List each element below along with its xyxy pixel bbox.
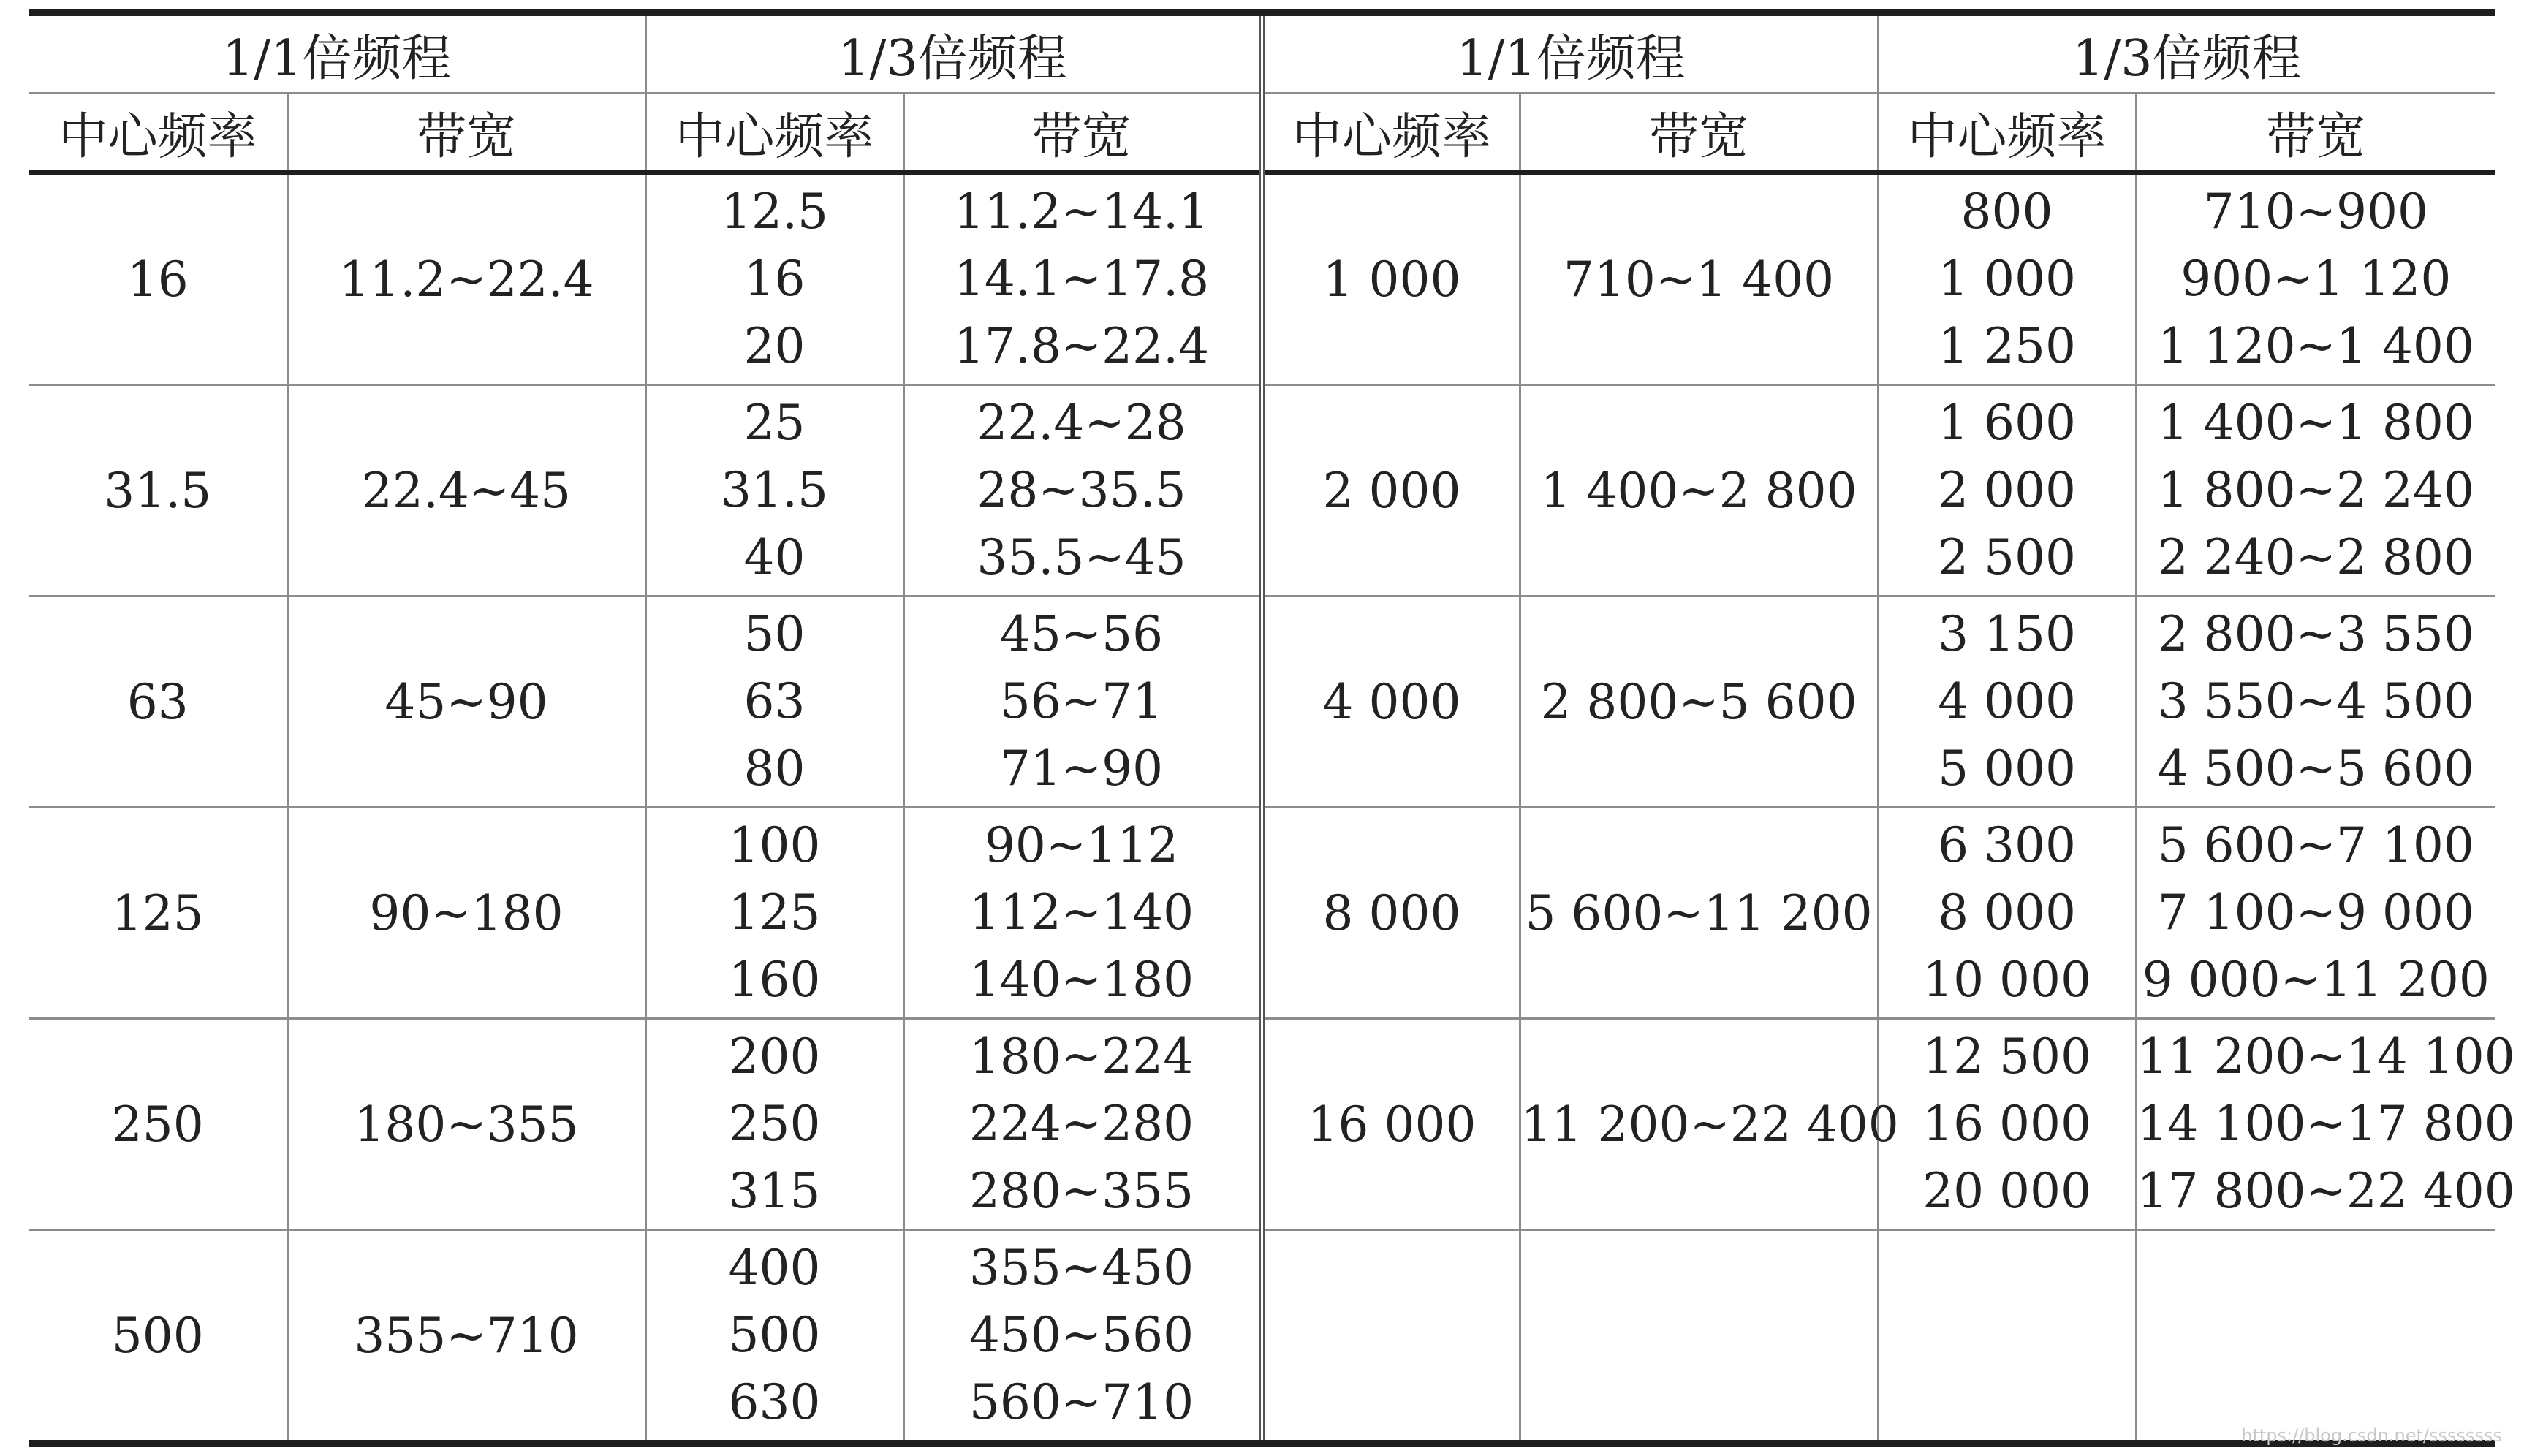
third-octave-center-value: 16	[743, 251, 806, 307]
third-octave-center-value: 3 150	[1938, 606, 2077, 662]
octave-center-cell: 63	[29, 596, 287, 808]
group-header-third-octave-right: 1/3倍频程	[1878, 12, 2495, 94]
third-octave-center-value: 1 250	[1938, 318, 2077, 374]
third-octave-center-value: 5 000	[1938, 740, 2077, 797]
third-octave-center-value: 6 300	[1938, 817, 2077, 873]
third-octave-center-value: 20 000	[1922, 1163, 2092, 1219]
third-octave-bandwidth-value: 17 800~22 400	[2137, 1163, 2515, 1219]
third-octave-bandwidth-cell	[2136, 1230, 2495, 1444]
octave-center-cell: 31.5	[29, 385, 287, 596]
octave-bandwidth-cell: 11.2~22.4	[287, 172, 645, 385]
column-header-bandwidth: 带宽	[287, 94, 645, 173]
third-octave-bandwidth-value: 710~900	[2203, 183, 2428, 240]
octave-center-cell: 2 000	[1262, 385, 1520, 596]
third-octave-center-value: 500	[728, 1307, 821, 1363]
octave-bandwidth-cell: 45~90	[287, 596, 645, 808]
column-header-row	[29, 94, 2495, 173]
octave-center-cell: 4 000	[1262, 596, 1520, 808]
third-octave-center-value: 2 000	[1938, 462, 2077, 518]
octave-center-cell	[1262, 1230, 1520, 1444]
third-octave-bandwidth-value: 14.1~17.8	[953, 251, 1210, 307]
third-octave-bandwidth-value: 355~450	[969, 1240, 1194, 1296]
octave-band-table	[29, 9, 2515, 1447]
column-header-center-frequency: 中心频率	[1878, 94, 2136, 173]
third-octave-bandwidth-cell	[903, 385, 1262, 596]
octave-center-cell: 16 000	[1262, 1019, 1520, 1230]
third-octave-bandwidth-value	[2137, 1302, 2495, 1369]
table-row	[29, 1019, 2495, 1230]
third-octave-center-value: 160	[728, 952, 821, 1008]
third-octave-bandwidth-value: 17.8~22.4	[953, 318, 1210, 374]
octave-center-cell: 1 000	[1262, 172, 1520, 385]
third-octave-center-cell	[1878, 385, 2136, 596]
third-octave-center-cell	[1878, 596, 2136, 808]
third-octave-center-value: 12.5	[721, 183, 828, 240]
third-octave-bandwidth-value: 28~35.5	[977, 462, 1186, 518]
octave-bandwidth-cell: 22.4~45	[287, 385, 645, 596]
third-octave-bandwidth-value: 9 000~11 200	[2142, 952, 2490, 1008]
third-octave-center-value: 200	[728, 1028, 821, 1085]
octave-center-cell: 250	[29, 1019, 287, 1230]
third-octave-center-value: 250	[728, 1096, 821, 1152]
third-octave-bandwidth-cell	[2136, 385, 2495, 596]
third-octave-bandwidth-value: 560~710	[969, 1374, 1194, 1430]
third-octave-bandwidth-value: 900~1 120	[2180, 251, 2452, 307]
group-header-third-octave-left: 1/3倍频程	[645, 12, 1262, 94]
third-octave-bandwidth-value: 90~112	[984, 817, 1179, 873]
third-octave-bandwidth-value: 22.4~28	[977, 395, 1186, 451]
octave-bandwidth-cell: 90~180	[287, 808, 645, 1019]
third-octave-center-cell	[645, 1230, 903, 1444]
third-octave-center-cell	[1878, 1019, 2136, 1230]
third-octave-bandwidth-value: 2 240~2 800	[2157, 529, 2474, 585]
third-octave-center-value	[1879, 1302, 2135, 1369]
third-octave-center-cell	[1878, 1230, 2136, 1444]
third-octave-center-cell	[645, 808, 903, 1019]
third-octave-center-value: 1 000	[1938, 251, 2077, 307]
third-octave-bandwidth-cell	[2136, 808, 2495, 1019]
third-octave-bandwidth-cell	[903, 808, 1262, 1019]
third-octave-center-cell	[645, 385, 903, 596]
third-octave-center-value: 16 000	[1922, 1096, 2092, 1152]
third-octave-bandwidth-value: 140~180	[969, 952, 1194, 1008]
octave-bandwidth-cell	[1520, 1230, 1878, 1444]
third-octave-bandwidth-cell	[903, 172, 1262, 385]
third-octave-bandwidth-value: 280~355	[969, 1163, 1194, 1219]
third-octave-center-value: 25	[743, 395, 806, 451]
third-octave-center-value: 100	[728, 817, 821, 873]
group-header-octave-right: 1/1倍频程	[1262, 12, 1878, 94]
column-header-bandwidth: 带宽	[1520, 94, 1878, 173]
third-octave-bandwidth-value: 1 120~1 400	[2157, 318, 2474, 374]
table-row	[29, 172, 2495, 385]
third-octave-center-value: 40	[743, 529, 806, 585]
third-octave-bandwidth-value: 11.2~14.1	[953, 183, 1210, 240]
third-octave-bandwidth-value: 11 200~14 100	[2137, 1028, 2515, 1085]
third-octave-center-value	[1879, 1369, 2135, 1436]
octave-bandwidth-cell: 355~710	[287, 1230, 645, 1444]
third-octave-center-value	[1879, 1235, 2135, 1302]
column-header-bandwidth: 带宽	[2136, 94, 2495, 173]
third-octave-bandwidth-cell	[903, 596, 1262, 808]
third-octave-bandwidth-value: 56~71	[999, 673, 1164, 729]
column-header-center-frequency: 中心频率	[645, 94, 903, 173]
third-octave-center-cell	[1878, 172, 2136, 385]
group-header-row	[29, 12, 2495, 94]
third-octave-bandwidth-value: 4 500~5 600	[2157, 740, 2474, 797]
third-octave-bandwidth-cell	[903, 1230, 1262, 1444]
third-octave-bandwidth-cell	[903, 1019, 1262, 1230]
group-header-octave-left: 1/1倍频程	[29, 12, 645, 94]
table-row	[29, 808, 2495, 1019]
table-row	[29, 1230, 2495, 1444]
octave-center-cell: 8 000	[1262, 808, 1520, 1019]
third-octave-bandwidth-cell	[2136, 596, 2495, 808]
third-octave-center-value: 800	[1960, 183, 2053, 240]
third-octave-center-value: 400	[728, 1240, 821, 1296]
third-octave-bandwidth-value: 3 550~4 500	[2157, 673, 2474, 729]
third-octave-center-value: 20	[743, 318, 806, 374]
third-octave-bandwidth-value: 7 100~9 000	[2157, 884, 2474, 941]
third-octave-center-value: 2 500	[1938, 529, 2077, 585]
octave-bandwidth-cell: 710~1 400	[1520, 172, 1878, 385]
octave-bandwidth-cell: 11 200~22 400	[1520, 1019, 1878, 1230]
third-octave-bandwidth-value: 5 600~7 100	[2157, 817, 2474, 873]
third-octave-bandwidth-value: 71~90	[999, 740, 1164, 797]
third-octave-bandwidth-value: 2 800~3 550	[2157, 606, 2474, 662]
octave-center-cell: 16	[29, 172, 287, 385]
third-octave-bandwidth-value: 224~280	[969, 1096, 1194, 1152]
octave-center-cell: 125	[29, 808, 287, 1019]
third-octave-bandwidth-value: 35.5~45	[977, 529, 1186, 585]
octave-bandwidth-cell: 1 400~2 800	[1520, 385, 1878, 596]
third-octave-center-value: 630	[728, 1374, 821, 1430]
third-octave-bandwidth-cell	[2136, 1019, 2515, 1230]
third-octave-center-value: 31.5	[721, 462, 828, 518]
third-octave-center-value: 1 600	[1938, 395, 2077, 451]
third-octave-bandwidth-value	[2137, 1235, 2495, 1302]
third-octave-bandwidth-value: 180~224	[969, 1028, 1194, 1085]
column-header-center-frequency: 中心频率	[29, 94, 287, 173]
third-octave-center-value: 10 000	[1922, 952, 2092, 1008]
third-octave-bandwidth-value: 450~560	[969, 1307, 1194, 1363]
third-octave-center-value: 80	[743, 740, 806, 797]
octave-bandwidth-cell: 2 800~5 600	[1520, 596, 1878, 808]
third-octave-center-value: 63	[743, 673, 806, 729]
column-header-center-frequency: 中心频率	[1262, 94, 1520, 173]
octave-center-cell: 500	[29, 1230, 287, 1444]
octave-bandwidth-cell: 180~355	[287, 1019, 645, 1230]
third-octave-bandwidth-value: 14 100~17 800	[2137, 1096, 2515, 1152]
third-octave-bandwidth-cell	[2136, 172, 2495, 385]
third-octave-center-value: 125	[728, 884, 821, 941]
third-octave-center-value: 315	[728, 1163, 821, 1219]
octave-bandwidth-cell: 5 600~11 200	[1520, 808, 1878, 1019]
third-octave-center-value: 8 000	[1938, 884, 2077, 941]
third-octave-center-cell	[1878, 808, 2136, 1019]
third-octave-bandwidth-value: 1 800~2 240	[2157, 462, 2474, 518]
column-header-bandwidth: 带宽	[903, 94, 1262, 173]
third-octave-center-value: 12 500	[1922, 1028, 2092, 1085]
table-row	[29, 385, 2495, 596]
third-octave-center-cell	[645, 1019, 903, 1230]
third-octave-bandwidth-value: 1 400~1 800	[2157, 395, 2474, 451]
third-octave-center-cell	[645, 172, 903, 385]
third-octave-bandwidth-value: 112~140	[969, 884, 1194, 941]
watermark-text: https://blog.csdn.net/ssssssss	[2241, 1425, 2502, 1446]
third-octave-center-cell	[645, 596, 903, 808]
octave-band-table-container	[29, 9, 2515, 1447]
third-octave-center-value: 50	[743, 606, 806, 662]
table-row	[29, 596, 2495, 808]
third-octave-center-value: 4 000	[1938, 673, 2077, 729]
third-octave-bandwidth-value: 45~56	[999, 606, 1164, 662]
